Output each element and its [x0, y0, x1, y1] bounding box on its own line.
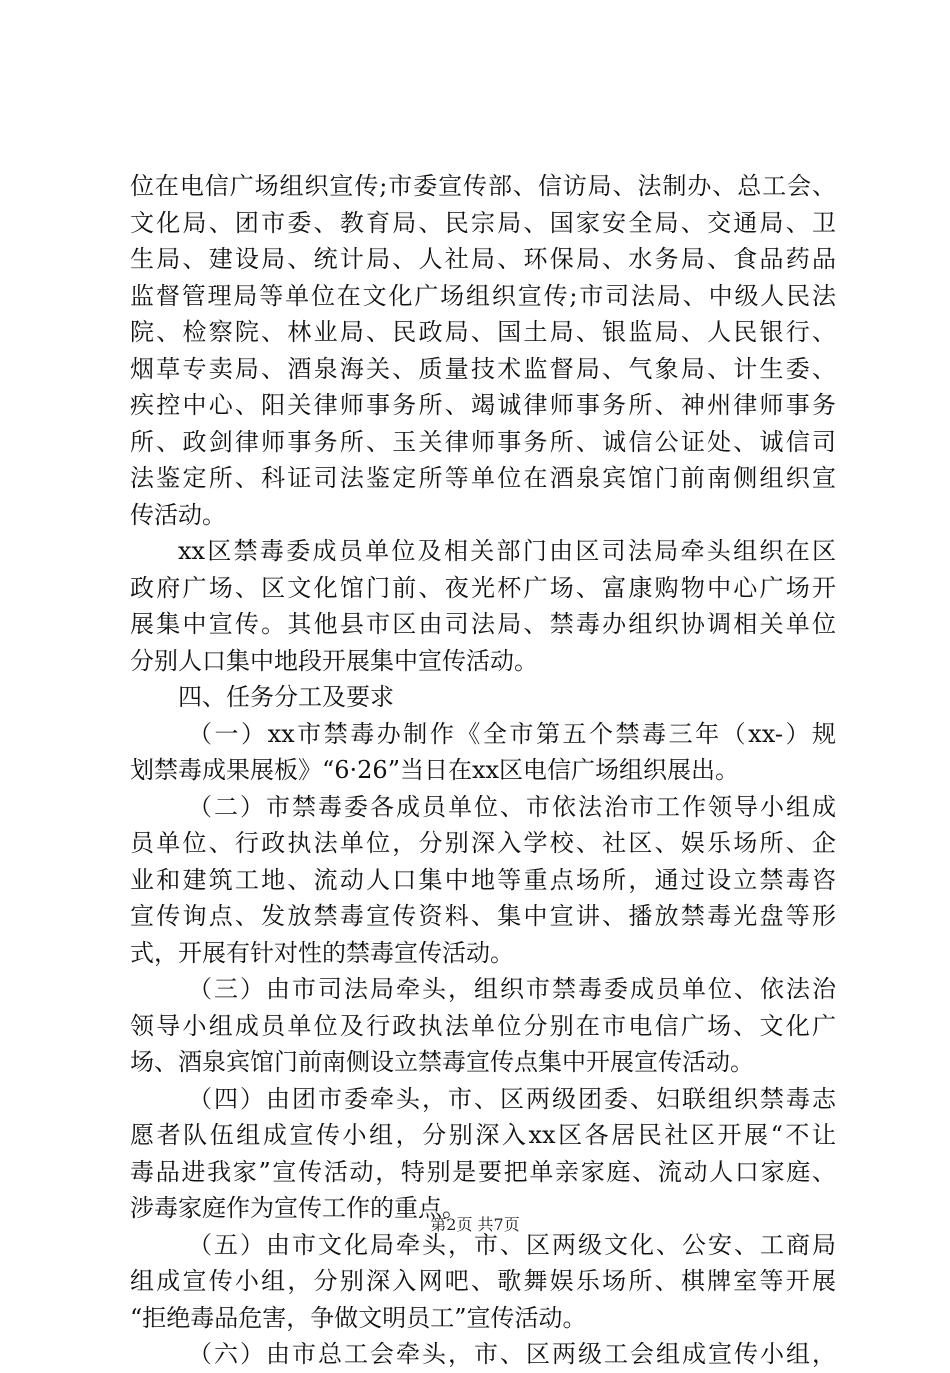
text-line: 分别人口集中地段开展集中宣传活动。 — [130, 646, 538, 675]
text-line: 业和建筑工地、流动人口集中地等重点场所，通过设立禁毒咨 — [130, 865, 836, 894]
text-line: 员单位、行政执法单位，分别深入学校、社区、娱乐场所、企 — [130, 829, 836, 857]
text-line: 院、检察院、林业局、民政局、国土局、银监局、人民银行、 — [130, 318, 836, 346]
text-line: 四、任务分工及要求 — [178, 683, 394, 711]
text-line: 政府广场、区文化馆门前、夜光杯广场、富康购物中心广场开 — [130, 573, 836, 602]
text-line: 所、政剑律师事务所、玉关律师事务所、诚信公证处、诚信司 — [130, 427, 836, 456]
text-line: 烟草专卖局、酒泉海关、质量技术监督局、气象局、计生委、 — [130, 354, 836, 383]
text-line: 愿者队伍组成宣传小组，分别深入xx区各居民社区开展“不让 — [130, 1121, 836, 1149]
text-line: （二）市禁毒委各成员单位、市依法治市工作领导小组成 — [188, 792, 836, 821]
text-line: 宣传询点、发放禁毒宣传资料、集中宣讲、播放禁毒光盘等形 — [130, 902, 836, 930]
text-line: 监督管理局等单位在文化广场组织宣传;市司法局、中级人民法 — [130, 281, 836, 310]
text-line: （六）由市总工会牵头，市、区两级工会组成宣传小组， — [188, 1340, 836, 1368]
text-line: （三）由市司法局牵头，组织市禁毒委成员单位、依法治 — [188, 975, 836, 1003]
text-line: 展集中宣传。其他县市区由司法局、禁毒办组织协调相关单位 — [130, 610, 836, 638]
text-line: （一）xx市禁毒办制作《全市第五个禁毒三年（xx-）规 — [188, 719, 836, 748]
text-line: 法鉴定所、科证司法鉴定所等单位在酒泉宾馆门前南侧组织宣 — [130, 464, 836, 492]
text-line: 涉毒家庭作为宣传工作的重点。 — [130, 1194, 466, 1222]
text-line: xx区禁毒委成员单位及相关部门由区司法局牵头组织在区 — [178, 537, 836, 565]
text-line: 位在电信广场组织宣传;市委宣传部、信访局、法制办、总工会、 — [130, 172, 836, 200]
text-line: “拒绝毒品危害，争做文明员工”宣传活动。 — [130, 1303, 587, 1332]
text-line: 领导小组成员单位及行政执法单位分别在市电信广场、文化广 — [130, 1011, 836, 1040]
text-line: 场、酒泉宾馆门前南侧设立禁毒宣传点集中开展宣传活动。 — [130, 1048, 754, 1076]
text-line: 划禁毒成果展板》“6·26”当日在xx区电信广场组织展出。 — [130, 756, 740, 784]
text-line: 生局、建设局、统计局、人社局、环保局、水务局、食品药品 — [130, 245, 836, 273]
text-line: （四）由团市委牵头，市、区两级团委、妇联组织禁毒志 — [188, 1084, 836, 1113]
text-line: 式，开展有针对性的禁毒宣传活动。 — [130, 938, 514, 967]
text-line: 传活动。 — [130, 500, 226, 529]
text-line: 疾控中心、阳关律师事务所、竭诚律师事务所、神州律师事务 — [130, 391, 836, 419]
text-line: （五）由市文化局牵头，市、区两级文化、公安、工商局 — [188, 1230, 836, 1259]
text-line: 组成宣传小组，分别深入网吧、歌舞娱乐场所、棋牌室等开展 — [130, 1267, 836, 1295]
text-line: 文化局、团市委、教育局、民宗局、国家安全局、交通局、卫 — [130, 208, 836, 237]
document-body — [130, 168, 836, 1373]
text-line: 毒品进我家”宣传活动，特别是要把单亲家庭、流动人口家庭、 — [130, 1157, 836, 1186]
page-footer: 第2页 共7页 — [430, 1215, 520, 1234]
